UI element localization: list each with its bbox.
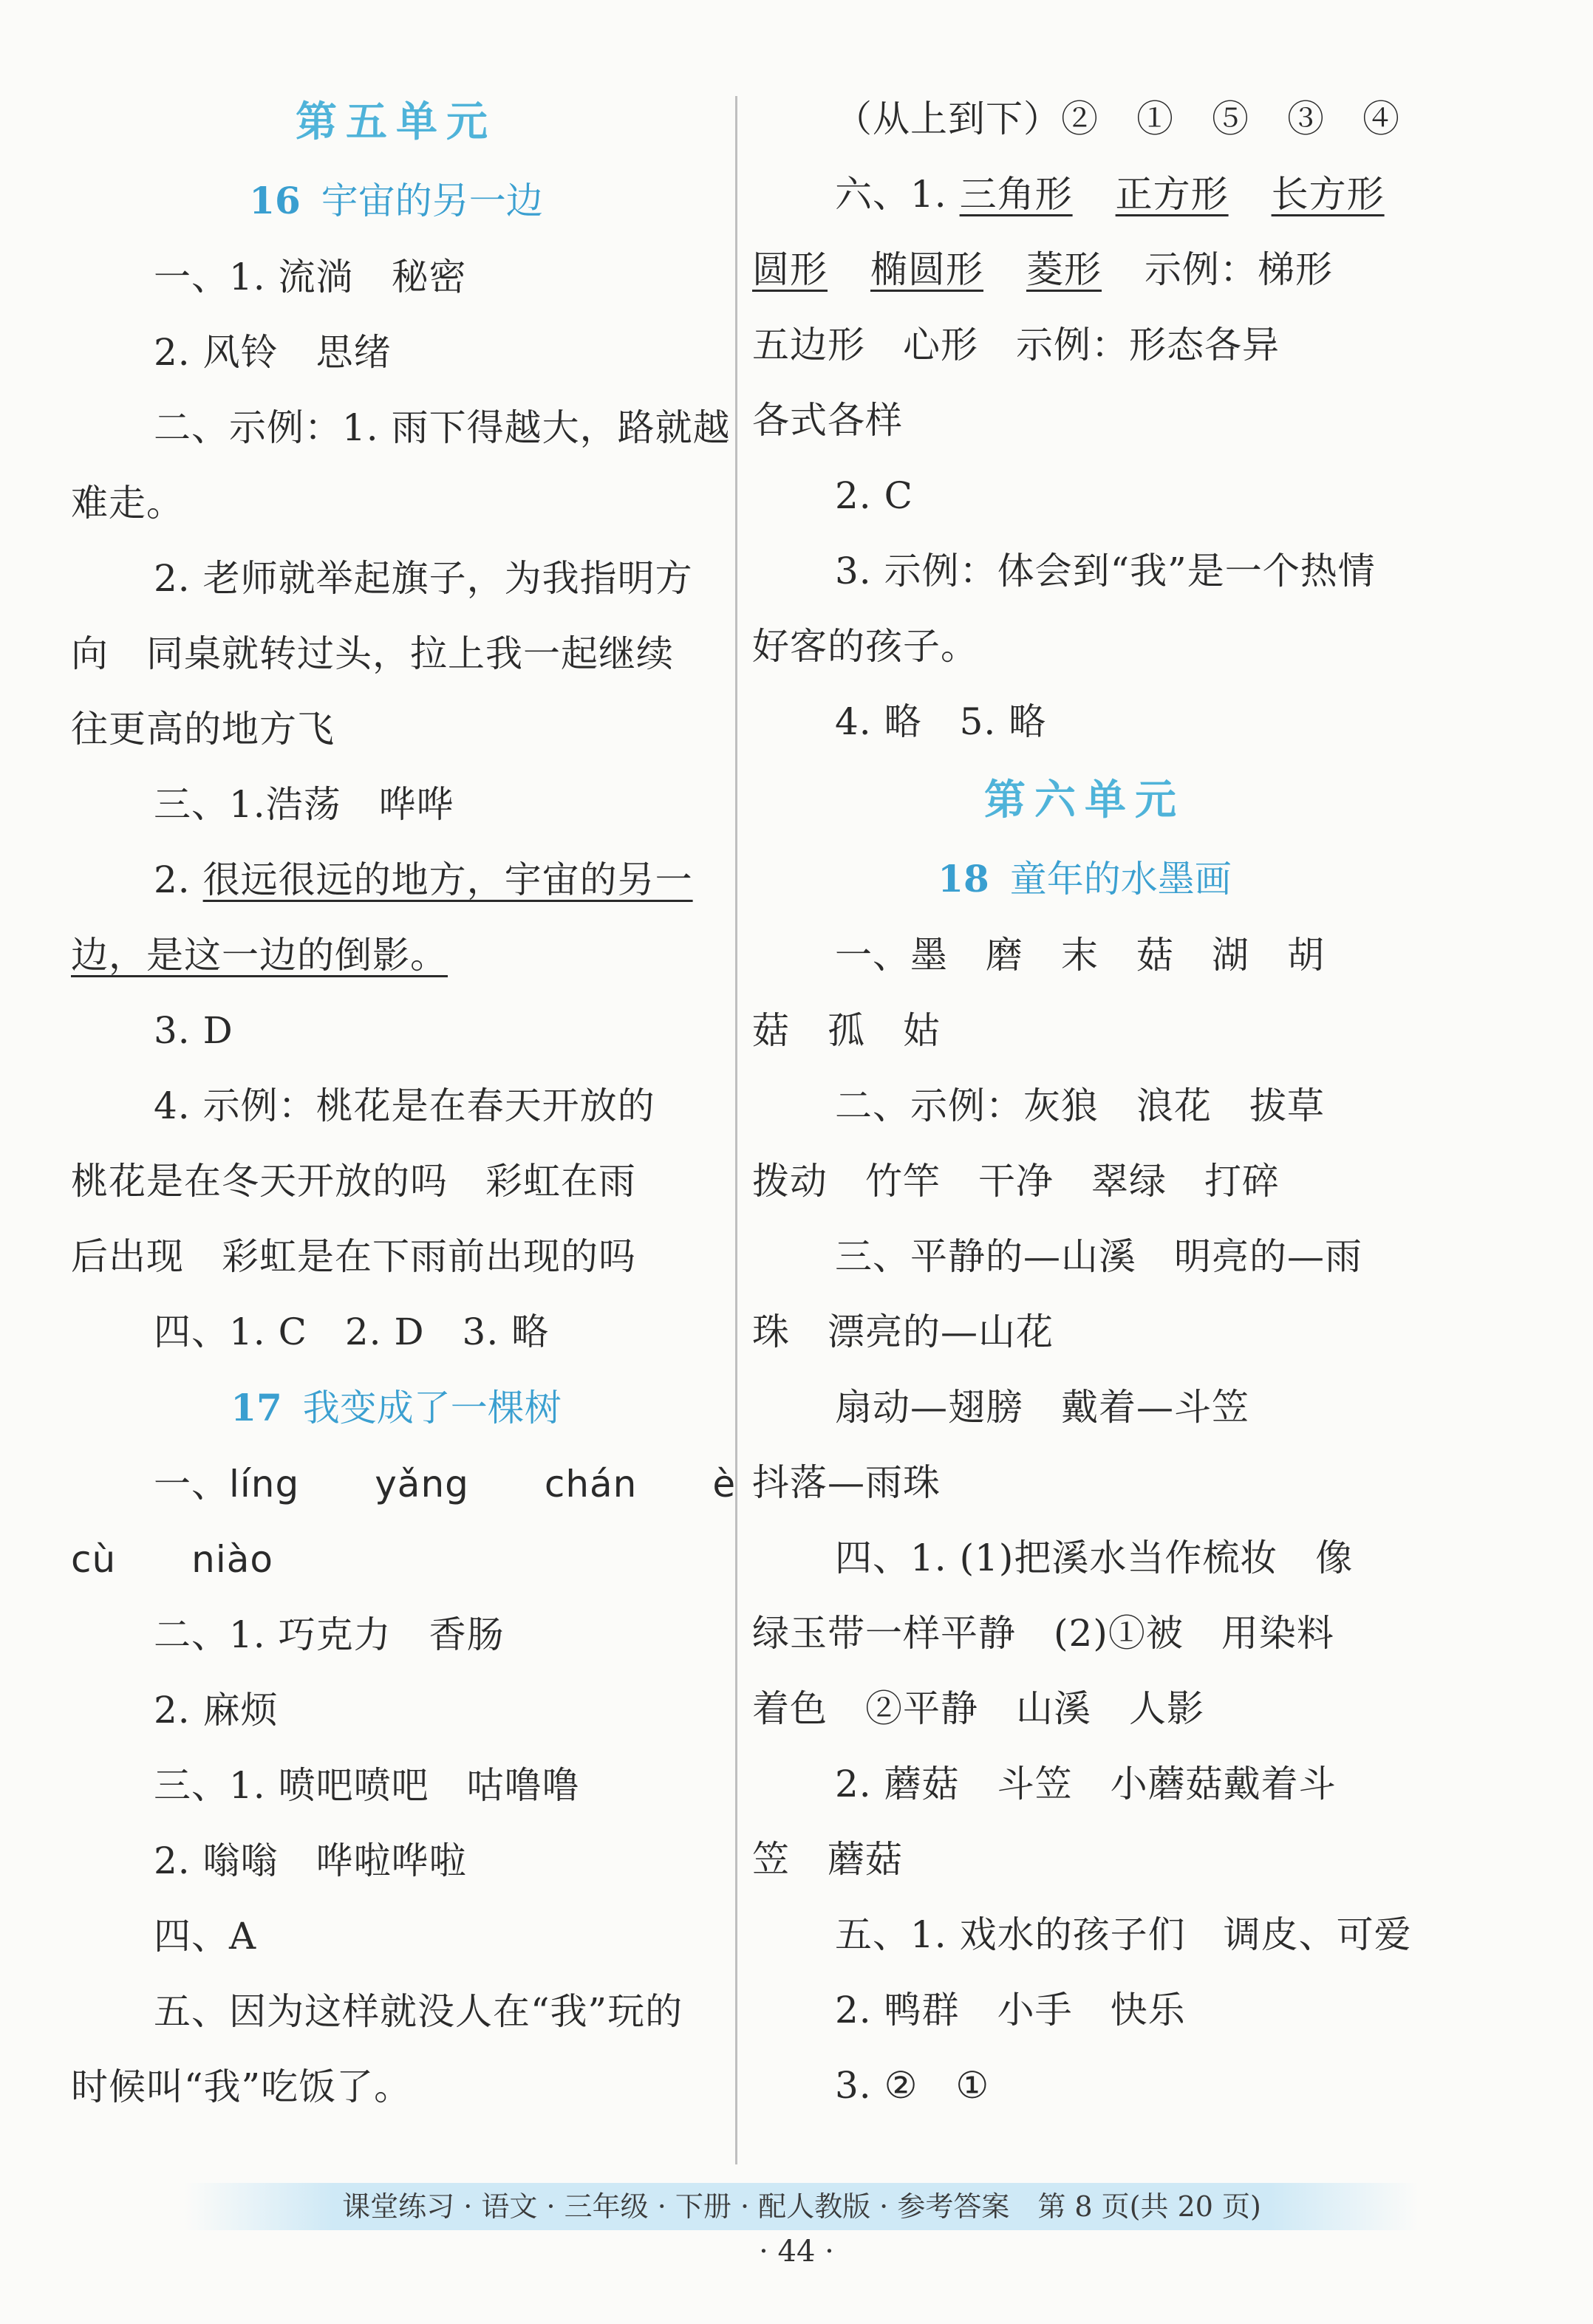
- lesson-16-heading: [71, 163, 721, 239]
- answer-line: 2. C: [835, 474, 913, 517]
- answer-prefix: 一、: [154, 1463, 229, 1506]
- answer-line: [71, 1446, 737, 1522]
- answer-line: 二、示例：1. 雨下得越大，路就越: [154, 406, 731, 449]
- underlined-answer: 圆形: [752, 248, 828, 291]
- answer-line: 珠 漂亮的—山花: [752, 1310, 1054, 1353]
- answer-line: [71, 1522, 721, 1597]
- underlined-answer: 菱形: [1026, 248, 1102, 291]
- underlined-answer: 很远很远的地方，宇宙的另一: [202, 858, 693, 901]
- answer-line: 好客的孩子。: [752, 625, 978, 668]
- answer-line: （从上到下）② ① ⑤ ③ ④: [835, 98, 1400, 140]
- answer-line: 往更高的地方飞: [71, 708, 335, 751]
- left-column: [71, 81, 737, 2125]
- pinyin-answer: líng yǎng chán è: [229, 1463, 737, 1506]
- answer-line: 二、示例：灰狼 浪花 拔草: [835, 1084, 1325, 1127]
- answer-line: 3. ② ①: [835, 2064, 990, 2107]
- answer-line: 笠 蘑菇: [752, 1838, 903, 1881]
- answer-line: 2. 老师就举起旗子，为我指明方: [154, 557, 693, 600]
- lesson-17-heading: [71, 1370, 721, 1446]
- underlined-answer: 三角形: [959, 173, 1073, 216]
- page-footer: 课堂练习 · 语文 · 三年级 · 下册 · 配人教版 · 参考答案 第 8 页(共 20 页): [185, 2183, 1419, 2230]
- answer-line: 4. 示例：桃花是在春天开放的: [154, 1084, 655, 1127]
- answer-line: 绿玉带一样平静 (2)①被 用染料: [752, 1612, 1334, 1655]
- answer-line: 桃花是在冬天开放的吗 彩虹在雨: [71, 1160, 636, 1203]
- underlined-answer: 长方形: [1271, 173, 1385, 216]
- answer-line: 五边形 心形 示例：形态各异: [752, 324, 1280, 366]
- answer-line: 难走。: [71, 482, 184, 524]
- answer-line: 2. 风铃 思绪: [154, 331, 392, 374]
- answer-line: 四、1. (1)把溪水当作梳妆 像: [835, 1537, 1354, 1579]
- answer-line: 3. 示例：体会到“我”是一个热情: [835, 550, 1376, 592]
- unit-6-title: 第六单元: [984, 776, 1185, 824]
- page-number: · 44 ·: [759, 2235, 834, 2269]
- underlined-answer: 椭圆形: [870, 248, 983, 291]
- answer-line: 三、1. 喷吧喷吧 咕噜噜: [154, 1764, 580, 1807]
- lesson-title: 宇宙的另一边: [321, 180, 543, 222]
- answer-line: 三、平静的—山溪 明亮的—雨: [835, 1235, 1362, 1278]
- answer-line: 各式各样: [752, 399, 903, 442]
- lesson-number: 17: [231, 1386, 282, 1429]
- answer-line: 二、1. 巧克力 香肠: [154, 1613, 505, 1656]
- answer-line: 后出现 彩虹是在下雨前出现的吗: [71, 1235, 636, 1278]
- lesson-number: 18: [938, 857, 989, 900]
- answer-line: [752, 232, 1417, 307]
- answer-line: 拨动 竹竿 干净 翠绿 打碎: [752, 1160, 1280, 1203]
- answer-text: 示例：梯形: [1145, 248, 1333, 291]
- answer-line: 2. 鸭群 小手 快乐: [835, 1989, 1186, 2031]
- answer-line: 2. 麻烦: [154, 1689, 279, 1732]
- underlined-answer: 正方形: [1115, 173, 1229, 216]
- right-column: [752, 81, 1417, 2123]
- pinyin-answer: cù niào: [71, 1538, 273, 1581]
- answer-line: 3. D: [154, 1009, 233, 1052]
- lesson-18-heading: [752, 841, 1417, 917]
- lesson-number: 16: [249, 179, 301, 222]
- answer-line: 时候叫“我”吃饭了。: [71, 2065, 412, 2108]
- answer-line: 2. 嗡嗡 哗啦哗啦: [154, 1839, 467, 1882]
- answer-line: 五、因为这样就没人在“我”玩的: [154, 1990, 683, 2033]
- answer-line: 四、1. C 2. D 3. 略: [154, 1310, 550, 1353]
- answer-line: 一、1. 流淌 秘密: [154, 256, 467, 298]
- answer-line: [71, 842, 721, 917]
- answer-line: 2. 蘑菇 斗笠 小蘑菇戴着斗: [835, 1763, 1337, 1805]
- answer-line: 着色 ②平静 山溪 人影: [752, 1687, 1204, 1730]
- answer-line: 扇动—翅膀 戴着—斗笠: [835, 1386, 1249, 1429]
- answer-line: 抖落—雨珠: [752, 1461, 941, 1504]
- answer-prefix: 六、1.: [835, 173, 960, 216]
- unit-5-title: 第五单元: [296, 98, 497, 146]
- column-divider: [735, 96, 737, 2164]
- answer-line: 菇 孤 姑: [752, 1009, 941, 1052]
- answer-line: 4. 略 5. 略: [835, 700, 1047, 743]
- answer-line: 三、1.浩荡 哗哗: [154, 783, 454, 826]
- answer-line: 五、1. 戏水的孩子们 调皮、可爱: [835, 1913, 1412, 1956]
- answer-line: [71, 917, 721, 993]
- lesson-title: 我变成了一棵树: [302, 1387, 562, 1429]
- answer-line: 向 同桌就转过头，拉上我一起继续: [71, 632, 674, 675]
- answer-line: 四、A: [154, 1915, 257, 1958]
- answer-line: 一、墨 磨 末 菇 湖 胡: [835, 934, 1325, 977]
- lesson-title: 童年的水墨画: [1009, 858, 1232, 900]
- answer-prefix: 2.: [154, 858, 203, 901]
- answer-line: [752, 157, 1417, 232]
- underlined-answer: 边，是这一边的倒影。: [71, 934, 448, 977]
